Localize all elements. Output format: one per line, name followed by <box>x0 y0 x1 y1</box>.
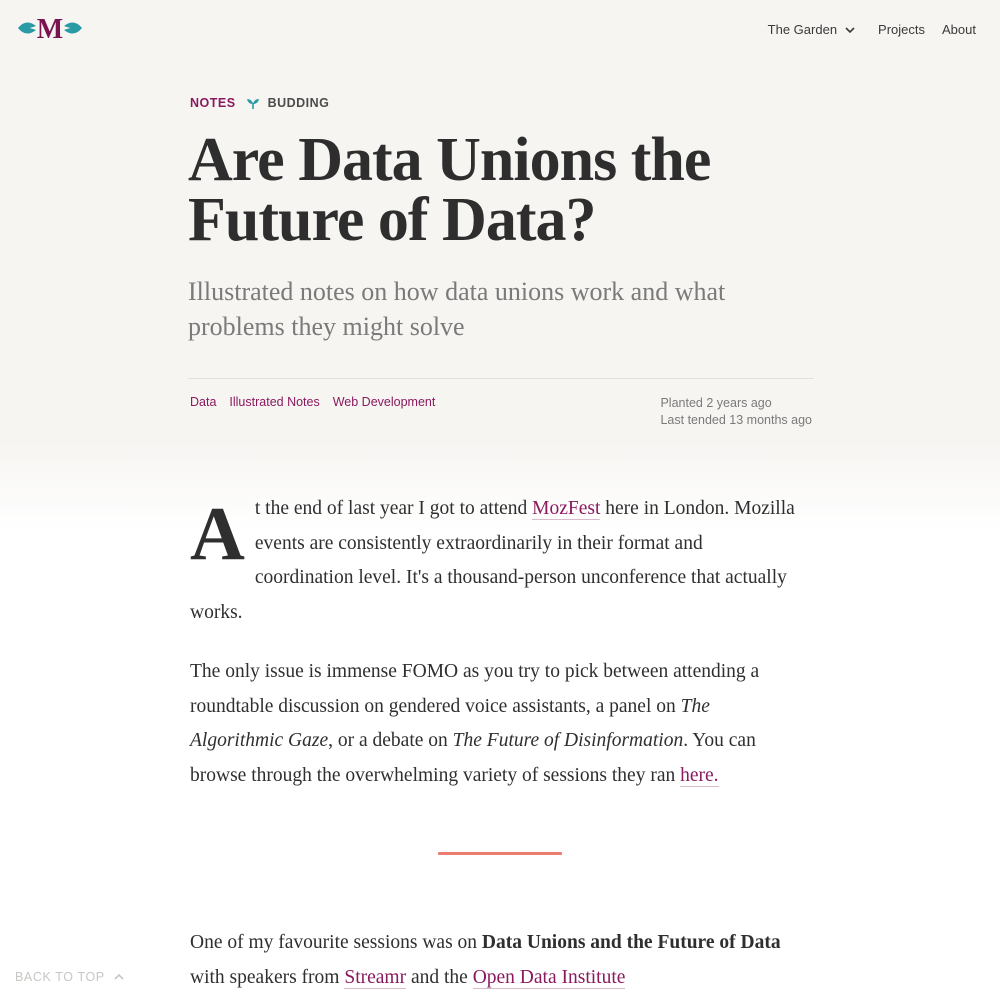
chevron-down-icon <box>844 24 856 36</box>
paragraph: The only issue is immense FOMO as you try to pick between attending a roundtable discussion on gendered voice assistants, a panel on The Algorithmic Gaze, or a debate on The Future of Disinformation. You can browse through the overwhelming variety of sessions they ran here. <box>190 661 760 786</box>
site-logo[interactable] <box>16 12 84 44</box>
logo-letter: M <box>36 14 64 44</box>
page-subtitle: Illustrated notes on how data unions work and what problems they might solve <box>188 277 726 341</box>
tag-list <box>188 395 435 429</box>
planted-date: Planted 2 years ago <box>660 396 772 410</box>
title-line-1: Are Data Unions the <box>188 126 711 194</box>
chevron-up-icon <box>113 971 125 983</box>
article-body-continued <box>190 926 806 995</box>
tended-date: Last tended 13 months ago <box>660 413 812 427</box>
tag-link[interactable]: Data <box>190 395 217 409</box>
note-type-link[interactable]: NOTES <box>190 96 236 110</box>
note-dates <box>660 395 814 429</box>
header-divider <box>188 378 814 379</box>
tag-link[interactable]: Web Development <box>332 395 436 409</box>
back-to-top-label: BACK TO TOP <box>15 970 105 984</box>
note-info-row <box>188 395 814 429</box>
mozfest-link[interactable]: MozFest <box>532 498 601 519</box>
nav-garden[interactable] <box>768 22 856 37</box>
paragraph: One of my favourite sessions was on Data Unions and the Future of Data with speakers from Streamr and the Open Data Institute <box>190 932 781 988</box>
note-header <box>188 96 814 429</box>
nav-about[interactable] <box>942 22 976 37</box>
nav-projects-label: Projects <box>878 22 926 37</box>
main-nav <box>768 22 976 37</box>
tag-link[interactable]: Illustrated Notes <box>229 395 320 409</box>
title-line-2: Future of Data? <box>188 186 596 254</box>
nav-projects[interactable] <box>878 22 925 37</box>
site-header <box>0 0 1000 60</box>
nav-about-label: About <box>942 22 976 37</box>
back-to-top-button[interactable] <box>15 970 125 984</box>
section-divider <box>438 852 562 855</box>
paragraph: At the end of last year I got to attend MozFest here in London. Mozilla events are consistently extraordinarily in their format and coordination level. It's a thousand-person unconference that actually works. <box>190 492 795 623</box>
sessions-link[interactable]: here. <box>680 764 719 786</box>
streamr-link[interactable]: Streamr <box>344 966 407 988</box>
sprout-icon <box>246 96 260 110</box>
page-title <box>188 126 814 254</box>
odi-link[interactable]: Open Data Institute <box>472 966 626 988</box>
note-meta <box>188 96 814 110</box>
article-body <box>190 492 806 818</box>
nav-garden-label: The Garden <box>767 22 838 37</box>
dropcap: A <box>190 492 245 576</box>
growth-stage-label: BUDDING <box>267 96 330 110</box>
